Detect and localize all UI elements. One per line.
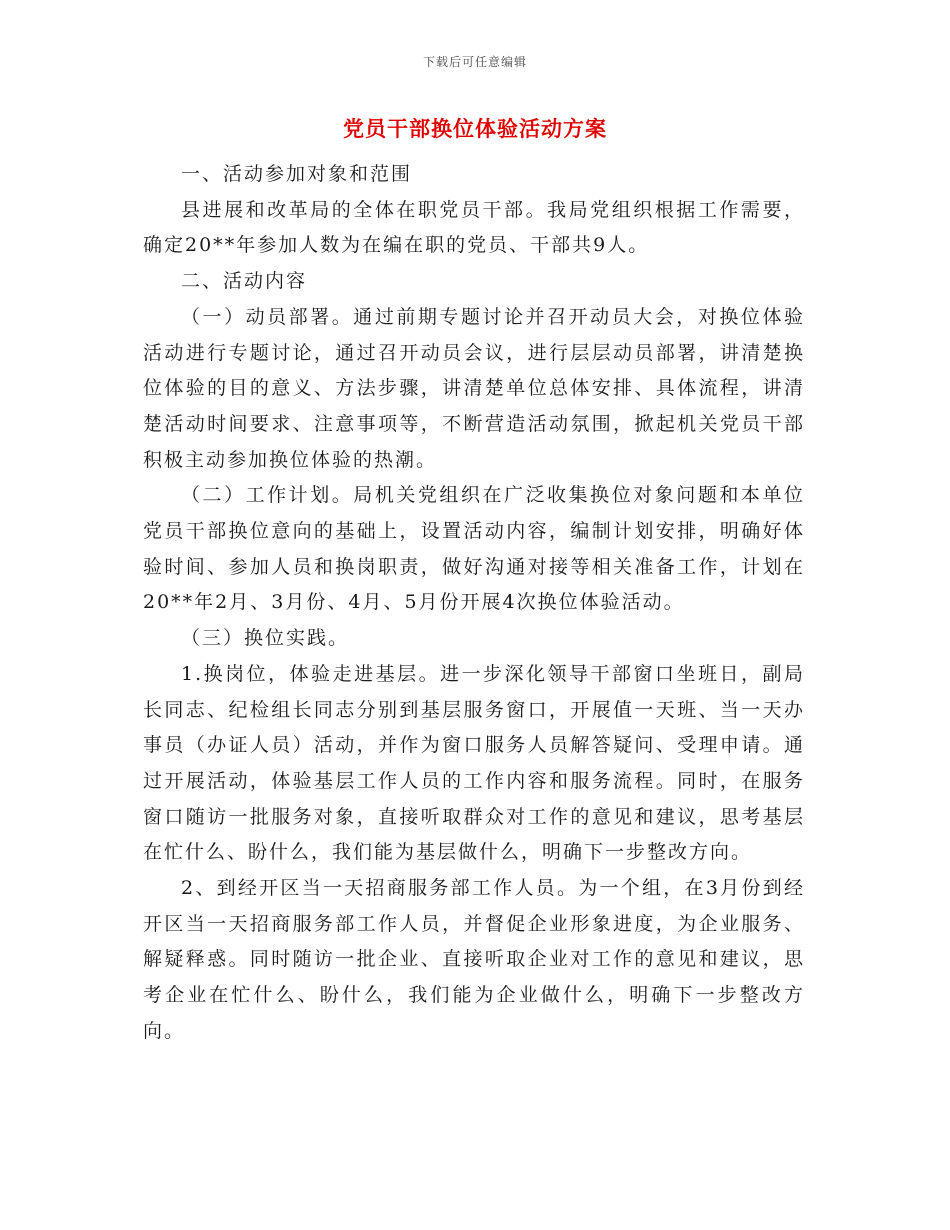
- section-heading-participants: 一、活动参加对象和范围: [181, 163, 413, 185]
- paragraph-mobilization: （一）动员部署。通过前期专题讨论并召开动员大会，对换位体验活动进行专题讨论，通过召开动员会议，进行层层动员部署，讲清楚换位体验的目的意义、方法步骤，讲清楚单位总体安排、具体流程，讲清楚活动时间要求、注意事项等，不断营造活动氛围，掀起机关党员干部积极主动参加换位体验的热潮。: [143, 305, 805, 471]
- section-heading-content: 二、活动内容: [181, 270, 308, 293]
- document-body: [143, 157, 805, 1050]
- subheading-practice: （三）换位实践。: [181, 627, 350, 650]
- paragraph-work-plan: （二）工作计划。局机关党组织在广泛收集换位对象问题和本单位党员干部换位意向的基础上，设置活动内容，编制计划安排，明确好体验时间、参加人员和换岗职责，做好沟通对接等相关准备工作，计划在20**年2月、3月份、4月、5月份开展4次换位体验活动。: [143, 484, 805, 614]
- paragraph-participants: 县进展和改革局的全体在职党员干部。我局党组织根据工作需要，确定20**年参加人数为在编在职的党员、干部共9人。: [143, 198, 805, 257]
- document-title: 党员干部换位体验活动方案: [343, 117, 607, 141]
- paragraph-practice-1: 1.换岗位，体验走进基层。进一步深化领导干部窗口坐班日，副局长同志、纪检组长同志分别到基层服务窗口，开展值一天班、当一天办事员（办证人员）活动，并作为窗口服务人员解答疑问、受理申请。通过开展活动，体验基层工作人员的工作内容和服务流程。同时，在服务窗口随访一批服务对象，直接听取群众对工作的意见和建议，思考基层在忙什么、盼什么，我们能为基层做什么，明确下一步整改方向。: [143, 662, 805, 864]
- paragraph-practice-2: 2、到经开区当一天招商服务部工作人员。为一个组，在3月份到经开区当一天招商服务部工作人员，并督促企业形象进度，为企业服务、解疑释惑。同时随访一批企业、直接听取企业对工作的意见和建议，思考企业在忙什么、盼什么，我们能为企业做什么，明确下一步整改方向。: [143, 877, 805, 1042]
- header-note: 下载后可任意编辑: [422, 55, 527, 69]
